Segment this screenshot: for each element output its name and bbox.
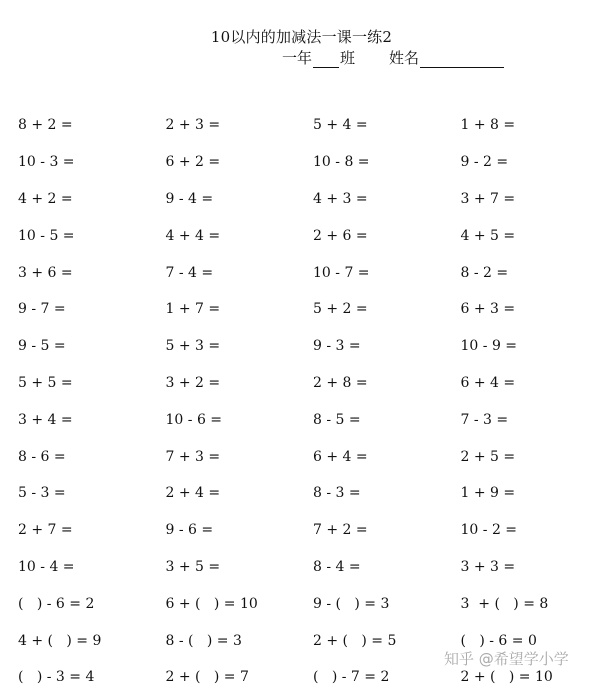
problem-row bbox=[18, 291, 603, 328]
math-problem: 9 - 5 = bbox=[18, 338, 166, 354]
math-problem: 3 + 7 = bbox=[461, 191, 603, 207]
math-problem: 4 + 4 = bbox=[166, 228, 314, 244]
math-problem: ( ) - 7 = 2 bbox=[313, 669, 461, 685]
math-problem: 2 + ( ) = 5 bbox=[313, 633, 461, 649]
math-problem: 7 + 3 = bbox=[166, 449, 314, 465]
math-problem: 5 + 3 = bbox=[166, 338, 314, 354]
math-problem: 5 + 5 = bbox=[18, 375, 166, 391]
math-problem: 8 - 6 = bbox=[18, 449, 166, 465]
math-problem: 6 + 3 = bbox=[461, 301, 603, 317]
math-problem: 2 + 5 = bbox=[461, 449, 603, 465]
math-problem: 1 + 9 = bbox=[461, 485, 603, 501]
problem-row bbox=[18, 328, 603, 365]
math-problem: 8 + 2 = bbox=[18, 117, 166, 133]
math-problem: 2 + 8 = bbox=[313, 375, 461, 391]
math-problem: 9 - 3 = bbox=[313, 338, 461, 354]
math-problem: 2 + ( ) = 7 bbox=[166, 669, 314, 685]
problem-row bbox=[18, 438, 603, 475]
math-problem: 2 + 7 = bbox=[18, 522, 166, 538]
math-problem: 3 + 4 = bbox=[18, 412, 166, 428]
math-problem: 1 + 7 = bbox=[166, 301, 314, 317]
problem-grid bbox=[18, 107, 603, 696]
watermark: 知乎 @希望学小学 bbox=[444, 648, 569, 669]
math-problem: 6 + ( ) = 10 bbox=[166, 596, 314, 612]
math-problem: 3 + ( ) = 8 bbox=[461, 596, 603, 612]
problem-row bbox=[18, 181, 603, 218]
problem-row bbox=[18, 475, 603, 512]
problem-row bbox=[18, 512, 603, 549]
math-problem: 8 - 4 = bbox=[313, 559, 461, 575]
math-problem: 7 + 2 = bbox=[313, 522, 461, 538]
math-problem: 10 - 3 = bbox=[18, 154, 166, 170]
math-problem: 3 + 3 = bbox=[461, 559, 603, 575]
problem-row bbox=[18, 107, 603, 144]
math-problem: 4 + 3 = bbox=[313, 191, 461, 207]
math-problem: 10 - 8 = bbox=[313, 154, 461, 170]
problem-row bbox=[18, 585, 603, 622]
math-problem: 7 - 4 = bbox=[166, 265, 314, 281]
class-label: 班 bbox=[340, 49, 355, 67]
math-problem: 8 - ( ) = 3 bbox=[166, 633, 314, 649]
problem-row bbox=[18, 254, 603, 291]
math-problem: 5 - 3 = bbox=[18, 485, 166, 501]
math-problem: 3 + 6 = bbox=[18, 265, 166, 281]
problem-row bbox=[18, 217, 603, 254]
student-info-line bbox=[282, 47, 504, 68]
math-problem: 9 - ( ) = 3 bbox=[313, 596, 461, 612]
math-problem: 8 - 2 = bbox=[461, 265, 603, 281]
math-problem: 5 + 4 = bbox=[313, 117, 461, 133]
math-problem: 6 + 4 = bbox=[313, 449, 461, 465]
problem-row bbox=[18, 549, 603, 586]
math-problem: 6 + 2 = bbox=[166, 154, 314, 170]
problem-row bbox=[18, 401, 603, 438]
math-problem: 1 + 8 = bbox=[461, 117, 603, 133]
math-problem: ( ) - 6 = 2 bbox=[18, 596, 166, 612]
math-problem: 10 - 4 = bbox=[18, 559, 166, 575]
grade-label: 一年 bbox=[282, 49, 312, 67]
name-blank bbox=[420, 52, 504, 68]
math-problem: 6 + 4 = bbox=[461, 375, 603, 391]
math-problem: 4 + ( ) = 9 bbox=[18, 633, 166, 649]
class-number-blank bbox=[313, 52, 339, 68]
math-problem: 10 - 7 = bbox=[313, 265, 461, 281]
worksheet-title: 10以内的加减法一课一练2 bbox=[0, 26, 603, 47]
math-problem: 2 + 3 = bbox=[166, 117, 314, 133]
problem-row bbox=[18, 144, 603, 181]
math-problem: 2 + 6 = bbox=[313, 228, 461, 244]
math-problem: 2 + ( ) = 10 bbox=[461, 669, 603, 685]
name-label: 姓名 bbox=[389, 49, 419, 67]
math-problem: 8 - 5 = bbox=[313, 412, 461, 428]
math-problem: 4 + 2 = bbox=[18, 191, 166, 207]
math-problem: 10 - 6 = bbox=[166, 412, 314, 428]
math-problem: 4 + 5 = bbox=[461, 228, 603, 244]
math-problem: 10 - 5 = bbox=[18, 228, 166, 244]
math-problem: 9 - 6 = bbox=[166, 522, 314, 538]
math-problem: 5 + 2 = bbox=[313, 301, 461, 317]
math-problem: 3 + 2 = bbox=[166, 375, 314, 391]
math-problem: 10 - 9 = bbox=[461, 338, 603, 354]
math-problem: 9 - 7 = bbox=[18, 301, 166, 317]
math-problem: 3 + 5 = bbox=[166, 559, 314, 575]
math-problem: 7 - 3 = bbox=[461, 412, 603, 428]
problem-row bbox=[18, 365, 603, 402]
math-problem: 9 - 2 = bbox=[461, 154, 603, 170]
math-problem: 10 - 2 = bbox=[461, 522, 603, 538]
math-problem: ( ) - 3 = 4 bbox=[18, 669, 166, 685]
math-problem: 9 - 4 = bbox=[166, 191, 314, 207]
math-problem: ( ) - 6 = 0 bbox=[461, 633, 603, 649]
math-problem: 2 + 4 = bbox=[166, 485, 314, 501]
math-problem: 8 - 3 = bbox=[313, 485, 461, 501]
